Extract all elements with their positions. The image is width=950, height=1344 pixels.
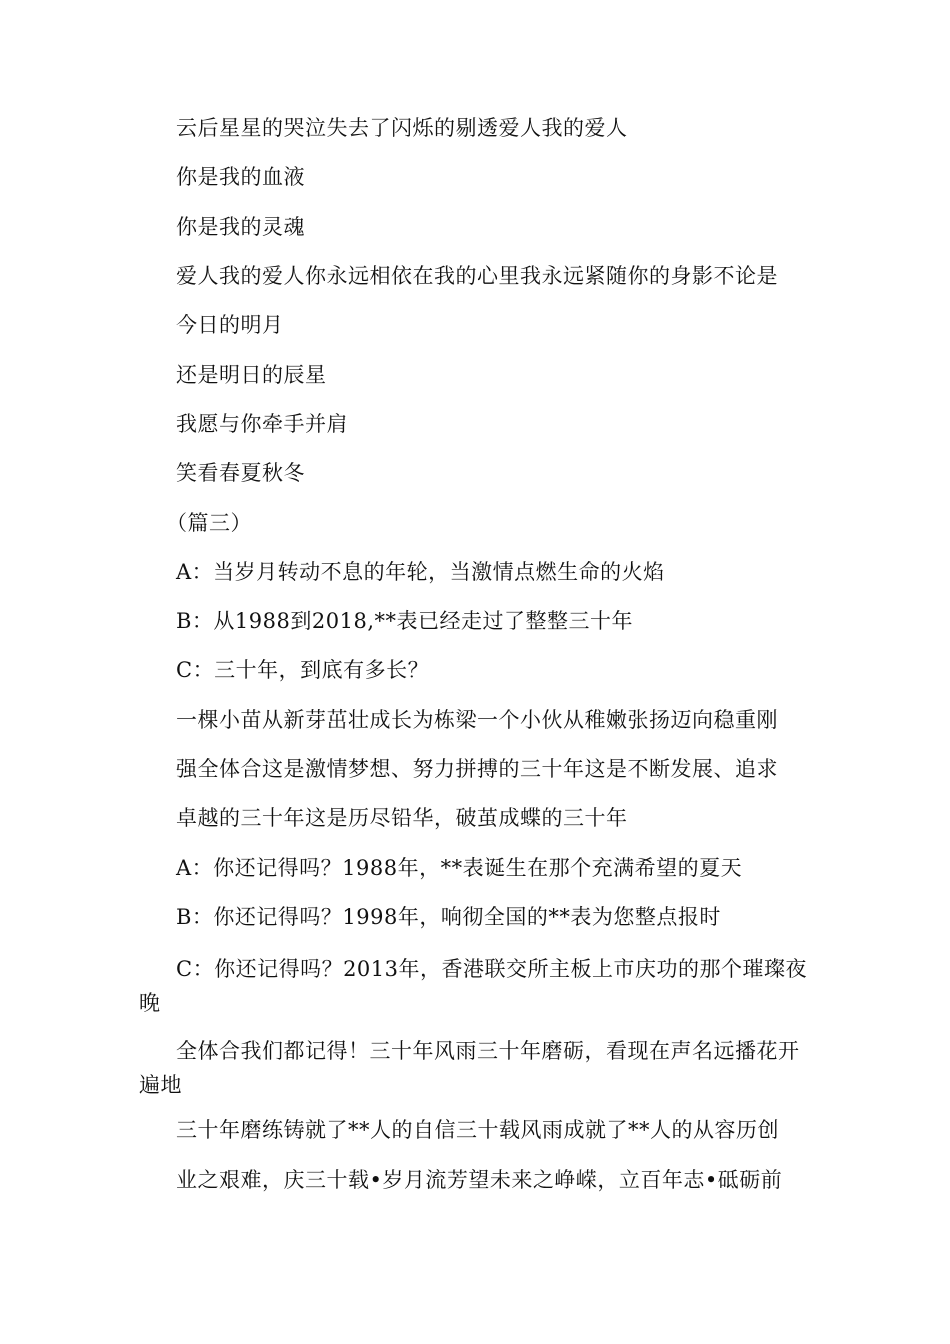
text-line: 你是我的血液 (176, 165, 305, 189)
dialogue-paragraph: C：你还记得吗？2013年，香港联交所主板上市庆功的那个璀璨夜晚 (139, 957, 808, 1015)
dialogue-line: C：三十年，到底有多长？ (176, 658, 430, 682)
text-line: 卓越的三十年这是历尽铅华，破茧成蝶的三十年 (176, 806, 628, 830)
text-line: 云后星星的哭泣失去了闪烁的剔透爱人我的爱人 (176, 116, 628, 140)
text-line: 你是我的灵魂 (176, 215, 305, 239)
text-line: 爱人我的爱人你永远相依在我的心里我永远紧随你的身影不论是 (176, 264, 778, 288)
dialogue-line: B：从1988到2018,**表已经走过了整整三十年 (176, 609, 633, 633)
text-line: 笑看春夏秋冬 (176, 461, 305, 485)
text-line: 我愿与你牵手并肩 (176, 412, 348, 436)
dialogue-line: A：当岁月转动不息的年轮，当激情点燃生命的火焰 (176, 560, 665, 584)
text-line: 强全体合这是激情梦想、努力拼搏的三十年这是不断发展、追求 (176, 757, 778, 781)
text-line: 三十年磨练铸就了**人的自信三十载风雨成就了**人的从容历创 (176, 1118, 779, 1142)
dialogue-line: B：你还记得吗？1998年，响彻全国的**表为您整点报时 (176, 905, 721, 929)
chorus-paragraph: 全体合我们都记得！三十年风雨三十年磨砺，看现在声名远播花开遍地 (139, 1039, 800, 1097)
section-heading: （篇三） (166, 511, 252, 535)
dialogue-line: A：你还记得吗？1988年，**表诞生在那个充满希望的夏天 (176, 856, 743, 880)
text-line: 还是明日的辰星 (176, 363, 327, 387)
text-line: 今日的明月 (176, 313, 284, 337)
text-line: 一棵小苗从新芽茁壮成长为栋梁一个小伙从稚嫩张扬迈向稳重刚 (176, 708, 778, 732)
text-line: 业之艰难，庆三十载•岁月流芳望未来之峥嵘，立百年志•砥砺前 (176, 1168, 783, 1192)
